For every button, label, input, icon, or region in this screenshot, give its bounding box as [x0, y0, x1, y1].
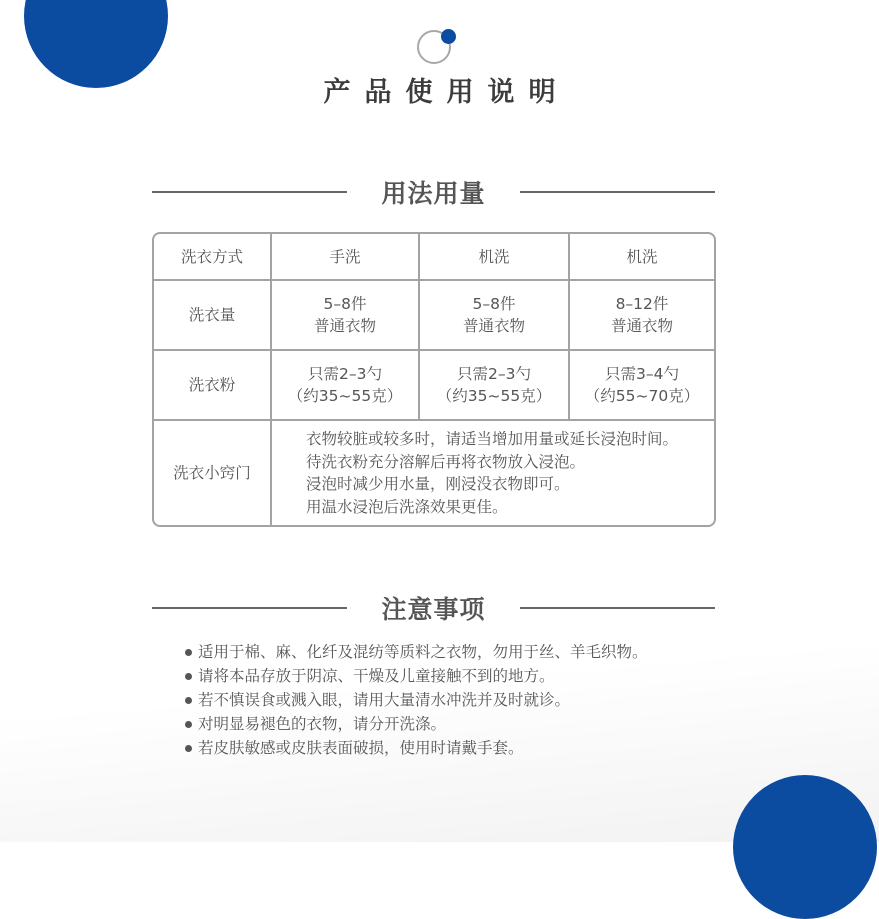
row-label: 洗衣小窍门 — [173, 464, 251, 482]
page-title: 产品使用说明 — [323, 77, 570, 108]
notes-list — [185, 640, 648, 760]
tip-line: 用温水浸泡后洗涤效果更佳。 — [306, 497, 508, 516]
bullet-icon — [185, 745, 192, 752]
row-label: 洗衣粉 — [188, 376, 236, 394]
bullet-icon — [185, 697, 192, 704]
table-cell — [418, 281, 568, 349]
table-header-row — [154, 234, 714, 279]
list-item — [185, 688, 648, 712]
cell-line: （约35~55克） — [287, 387, 403, 405]
notes-section-heading — [152, 588, 715, 628]
table-cell — [418, 351, 568, 419]
tips-cell — [270, 421, 714, 525]
cell-line: 只需3–4勺 — [605, 365, 679, 383]
cell-line: 8–12件 — [615, 295, 669, 313]
list-item — [185, 640, 648, 664]
usage-section-title: 用法用量 — [381, 179, 486, 208]
table-cell — [270, 281, 418, 349]
divider-line-right — [520, 191, 715, 193]
table-cell — [568, 351, 714, 419]
table-cell — [270, 351, 418, 419]
cell-line: 5–8件 — [472, 295, 516, 313]
tip-line: 待洗衣粉充分溶解后再将衣物放入浸泡。 — [306, 452, 586, 471]
tip-line: 衣物较脏或较多时，请适当增加用量或延长浸泡时间。 — [306, 430, 679, 448]
divider-line-right — [520, 607, 715, 609]
table-row-detergent — [154, 349, 714, 419]
decorative-circle-bottom-right — [733, 775, 877, 919]
list-item — [185, 712, 648, 736]
cell-line: 普通衣物 — [610, 317, 673, 335]
bullet-icon — [185, 673, 192, 680]
usage-section-heading — [152, 172, 715, 212]
cell-line: 普通衣物 — [313, 317, 376, 335]
cell-line: 只需2–3勺 — [457, 365, 531, 383]
list-item — [185, 736, 648, 760]
cell-line: 只需2–3勺 — [308, 365, 382, 383]
table-row-load — [154, 279, 714, 349]
row-label: 洗衣量 — [188, 306, 236, 324]
bullet-icon — [185, 649, 192, 656]
table-header-cell: 机洗 — [418, 234, 568, 279]
note-text: 请将本品存放于阴凉、干燥及儿童接触不到的地方。 — [198, 667, 555, 685]
note-text: 对明显易褪色的衣物，请分开洗涤。 — [198, 715, 447, 733]
note-text: 适用于棉、麻、化纤及混纺等质料之衣物，勿用于丝、羊毛织物。 — [198, 643, 648, 661]
note-text: 若皮肤敏感或皮肤表面破损，使用时请戴手套。 — [198, 739, 524, 757]
table-header-cell: 机洗 — [568, 234, 714, 279]
usage-table — [152, 232, 716, 527]
table-cell — [568, 281, 714, 349]
list-item — [185, 664, 648, 688]
cell-line: 5–8件 — [323, 295, 367, 313]
table-header-cell: 手洗 — [270, 234, 418, 279]
tip-line: 浸泡时减少用水量，刚浸没衣物即可。 — [306, 475, 570, 493]
table-row-tips — [154, 419, 714, 525]
table-header-cell: 洗衣方式 — [180, 247, 243, 266]
cell-line: （约35~55克） — [436, 387, 552, 405]
bullet-icon — [185, 721, 192, 728]
note-text: 若不慎误食或溅入眼，请用大量清水冲洗并及时就诊。 — [198, 691, 571, 709]
cell-line: 普通衣物 — [462, 317, 525, 335]
logo-dot-icon — [441, 29, 456, 44]
cell-line: （约55~70克） — [584, 387, 700, 405]
notes-section-title: 注意事项 — [381, 595, 486, 624]
